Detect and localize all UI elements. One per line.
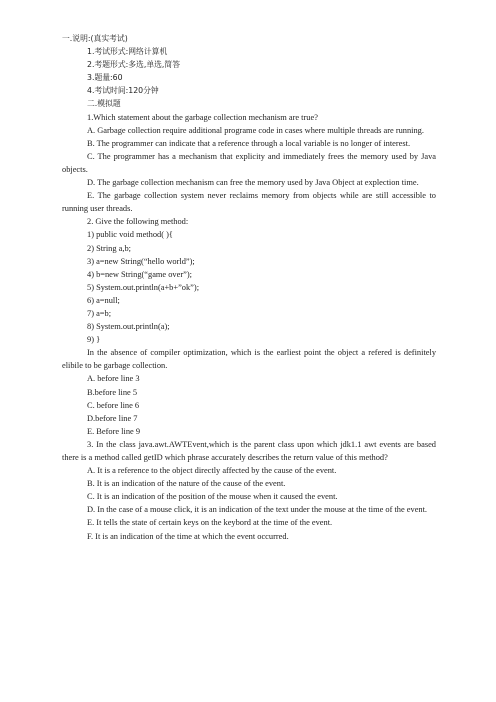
code-line: 1) public void method( ){	[87, 230, 173, 240]
question-3-option: E. It tells the state of certain keys on the keybord at the time of the event.	[87, 518, 333, 528]
question-3-option: A. It is a reference to the object directly affected by the cause of the event.	[87, 466, 337, 476]
question-3-option: D. In the case of a mouse click, it is an indication of the text under the mouse at the time of the event.	[87, 505, 428, 515]
code-line: 8) System.out.println(a);	[87, 322, 170, 332]
question-2-option: D.before line 7	[87, 413, 138, 423]
code-line: 7) a=b;	[87, 308, 112, 318]
question-3: 3. In the class java.awt.AWTEvent,which is the parent class upon which jdk1.1 awt events are based there is a method called getID which phrase accurately describes the return value of this method?	[62, 439, 436, 462]
instruction-item: 3.题量:60	[87, 73, 123, 83]
question-1-option: C. The programmer has a mechanism that explicity and immediately frees the memory used by Java objects.	[62, 151, 436, 174]
question-1-option: B. The programmer can indicate that a reference through a local variable is no longer of interest.	[87, 138, 411, 148]
question-2: 2. Give the following method:	[87, 217, 189, 227]
question-2-prompt: In the absence of compiler optimization, which is the earliest point the object a refered is definitely elibile to be garbage collection.	[62, 348, 436, 371]
instruction-item: 2.考题形式:多选,单选,简答	[87, 60, 180, 70]
question-1-option: D. The garbage collection mechanism can free the memory used by Java Object at explection time.	[87, 178, 419, 188]
question-3-option: C. It is an indication of the position of the mouse when it caused the event.	[87, 492, 338, 502]
question-2-option: A. before line 3	[87, 374, 140, 384]
code-line: 4) b=new String(“game over”);	[87, 269, 192, 279]
section-heading-mock-questions: 二.模拟题	[87, 99, 121, 109]
section-heading-instructions: 一.说明:(真实考试)	[62, 34, 128, 43]
question-3-option: F. It is an indication of the time at which the event occurred.	[87, 531, 289, 541]
question-2-option: B.before line 5	[87, 387, 138, 397]
document-body	[62, 32, 436, 543]
instruction-item: 1.考试形式:网络计算机	[87, 47, 168, 57]
code-line: 2) String a,b;	[87, 243, 131, 253]
question-2-option: C. before line 6	[87, 400, 140, 410]
code-line: 5) System.out.println(a+b+”ok”);	[87, 282, 200, 292]
instruction-item: 4.考试时间:120分钟	[87, 86, 159, 96]
code-line: 6) a=null;	[87, 295, 120, 305]
code-line: 3) a=new String(“hello world”);	[87, 256, 195, 266]
question-1-option: E. The garbage collection system never reclaims memory from objects while are still accessible to running user threads.	[62, 191, 436, 214]
code-line: 9) }	[87, 335, 101, 345]
question-2-option: E. Before line 9	[87, 426, 141, 436]
question-3-option: B. It is an indication of the nature of the cause of the event.	[87, 479, 286, 489]
question-1: 1.Which statement about the garbage collection mechanism are true?	[87, 112, 318, 122]
question-1-option: A. Garbage collection require additional programe code in cases where multiple threads are running.	[87, 125, 424, 135]
